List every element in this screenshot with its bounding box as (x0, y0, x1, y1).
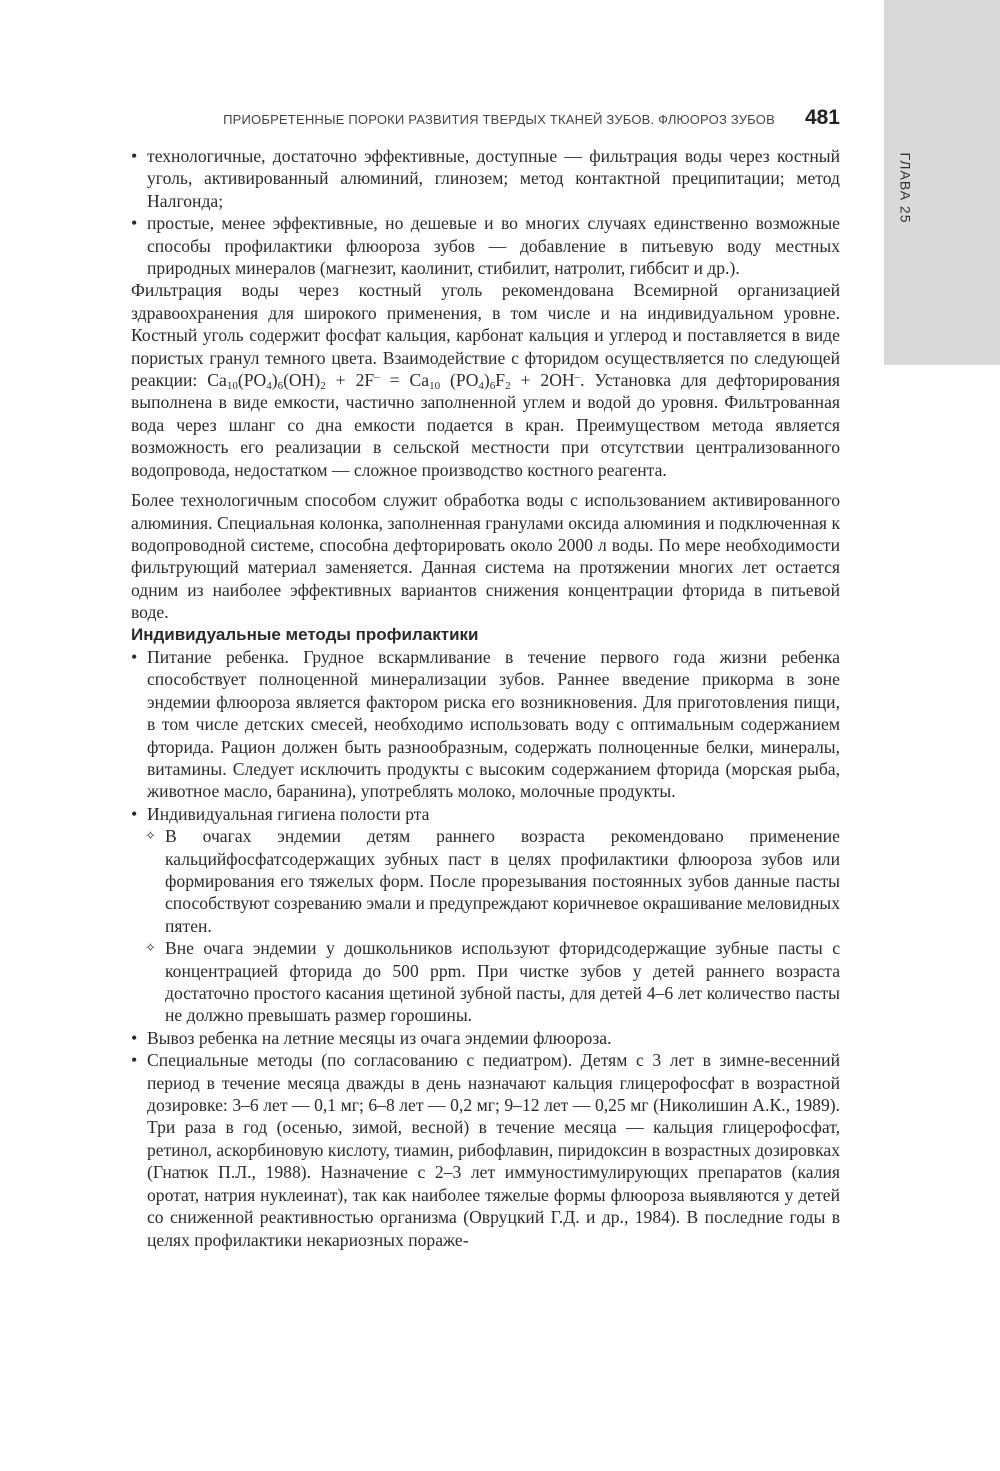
page-body (131, 145, 840, 1251)
running-header-title: ПРИОБРЕТЕННЫЕ ПОРОКИ РАЗВИТИЯ ТВЕРДЫХ ТКАНЕЙ ЗУБОВ. ФЛЮОРОЗ ЗУБОВ (223, 112, 775, 127)
list-item-nutrition: • Питание ребенка. Грудное вскармливание в течение первого года жизни ребенка способствует полноценной минерализации зубов. Раннее введение прикорма в зоне эндемии флюороза является фактором риска его возникновения. Для приготовления пищи, в том числе детских смесей, необходимо использовать воду с оптимальным содержанием фторида. Рацион должен быть разнообразным, содержать полноценные белки, минералы, витамины. Следует исключить продукты с высоким содержанием фторида (морская рыба, животное масло, баранина), употреблять молоко, молочные продукты. (131, 646, 840, 803)
list-item-summer-removal: • Вывоз ребенка на летние месяцы из очага эндемии флюороза. (131, 1027, 840, 1049)
list-item-simple: • простые, менее эффективные, но дешевые и во многих случаях единственно возможные способы профилактики флюороза зубов — добавление в питьевую воду местных природных минералов (магнезит, каолинит, стибилит, натролит, гиббсит и др.). (131, 212, 840, 279)
chapter-label-text: ГЛАВА 25 (897, 152, 913, 224)
running-header (200, 106, 840, 136)
page-number: 481 (804, 106, 840, 129)
chapter-label (885, 148, 925, 228)
sublist-item-outside-foci: ✧ Вне очага эндемии у дошкольников используют фторидсодержащие зубные пасты с концентрацией фторида до 500 ppm. При чистке зубов у детей раннего возраста достаточно простого касания щетиной зубной пасты, для детей 4–6 лет количество пасты не должно превышать размер горошины. (131, 937, 840, 1027)
section-heading-individual-methods: Индивидуальные методы профилактики (131, 624, 479, 644)
list-item-technological: • технологичные, достаточно эффективные, доступные — фильтрация воды через костный уголь, активированный алюминий, глинозем; метод контактной преципитации; метод Налгонда; (131, 145, 840, 212)
list-item-special-methods: • Специальные методы (по согласованию с педиатром). Детям с 3 лет в зимне-весенний период в течение месяца дважды в день назначают кальция глицерофосфат в возрастной дозировке: 3–6 лет — 0,1 мг; 6–8 лет — 0,2 мг; 9–12 лет — 0,25 мг (Николишин А.К., 1989). Три раза в год (осенью, зимой, весной) в течение месяца — кальция глицерофосфат, ретинол, аскорбиновую кислоту, тиамин, рибофлавин, пиридоксин в возрастных дозировках (Гнатюк П.Л., 1988). Назначение с 2–3 лет иммуностимулирующих препаратов (калия оротат, натрия нуклеинат), так как наиболее тяжелые формы флюороза выявляются у детей со сниженной реактивностью организма (Овруцкий Г.Д. и др., 1984). В последние годы в целях профилактики некариозных пораже- (131, 1049, 840, 1251)
sublist-item-endemic-foci: ✧ В очагах эндемии детям раннего возраста рекомендовано применение кальцийфосфатсодержащих зубных паст в целях профилактики флюороза зубов или формирования его тяжелых форм. После прорезывания постоянных зубов данные пасты способствуют созреванию эмали и предупреждают коричневое окрашивание меловидных пятен. (131, 825, 840, 937)
paragraph-bone-charcoal (131, 279, 840, 481)
reaction-formula: $Ca_{10}(PO_4)_6(OH)_2 + 2F^- = Ca_{10}$ $(PO_4)_6F_2 + 2OH^-$. (207, 370, 585, 393)
list-item-oral-hygiene: • Индивидуальная гигиена полости рта (131, 803, 840, 825)
paragraph-bone-charcoal-continued: Установка для дефторирования выполнена в виде емкости, частично заполненной углем и водой до уровня. Фильтрованная вода через шланг со дна емкости подается в кран. Преимуществом метода является возможность его реализации в сельской местности при отсутствии централизованного водопровода, недостатком — сложное производство костного реагента. (131, 370, 841, 480)
paragraph-alumina: Более технологичным способом служит обработка воды с использованием активированного алюминия. Специальная колонка, заполненная гранулами оксида алюминия и подключенная к водопроводной системе, способна дефторировать около 2000 л воды. По мере необходимости фильтрующий материал заменяется. Данная система на протяжении многих лет остается одним из наиболее эффективных вариантов снижения концентрации фторида в питьевой воде. (131, 490, 840, 623)
paragraph-bone-charcoal-text: Фильтрация воды через костный уголь рекомендована Всемирной организацией здравоохранения для широкого применения, в том числе и на индивидуальном уровне. Костный уголь содержит фосфат кальция, карбонат кальция и углерод и поставляется в виде пористых гранул темного цвета. Взаимодействие с фторидом осуществляется по следующей реакции: (131, 280, 840, 391)
